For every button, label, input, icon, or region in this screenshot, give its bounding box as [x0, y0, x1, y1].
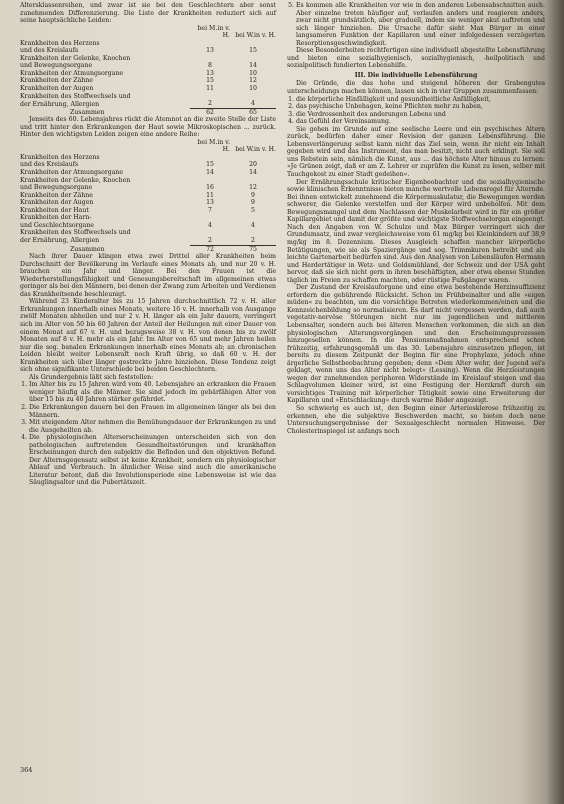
table-row: Krankheiten des Stoffwechsels und: [20, 92, 131, 100]
right-paragraph-lebenshilfe: Diese Besonderheiten rechtfertigen eine individuell abgestellte Lebensführung und bieten eine sozialhygienisch, sozialhygienisch, -heilpolitisch und sozialpolitisch fundierten Lebenshilfe.: [287, 47, 545, 70]
left-column: [20, 2, 276, 487]
table-row: und des Kreislaufs 13 15: [20, 47, 257, 55]
page-edge-shadow: [546, 0, 564, 804]
left-findings-list: [20, 381, 276, 487]
table-row: der Ernährung, Allergien 2 4: [20, 100, 255, 108]
table-diseases-under-60: [20, 25, 276, 117]
list-item: 4. das Gefühl der Vereinsamung.: [296, 118, 545, 126]
sum-men: 62: [190, 108, 230, 116]
right-findings-list-continued: [287, 2, 545, 47]
table-row: Krankheiten der Gelenke, Knochen: [20, 54, 131, 62]
left-intro: Altersklassenreihen, und zwar ist sie bei den Geschlechtern aber sonst zunehmenden Differenzierung. Die Liste der Krankheiten reduziert sich auf seine hauptsächliche Leiden:: [20, 2, 276, 25]
table-row: Krankheiten der Augen 13 9: [20, 199, 255, 207]
table-header-row: [20, 25, 276, 40]
right-paragraph-muscles: Der Ernährungsschule kritischer Eigenbeobachter und die sozialhygienische sowie klinischen Erkenntnisse bieten manche wertvolle Lebensregel für Alternde. Bei ihnen entwickelt zunehmend die Körpermuskulatur, die Bewegungen werden schwerer, die Gelenke verstelfen und der Körper wird unbeholfen. Mit dem Bewegungsmangel und dem Nachlassen der Muskelarbeit wird in für ein größer Kapillargebiet und damit der größte und wichtigste Stoffwechselorgan eingeengt. Nach den Angaben von W. Schulze und Max Bürger verringert sich der Grundumsatz, und zwar vergleichsweise vom 61 mg/kg bei Kleinkindern auf 38,9 mg/kg im 8. Dezennium. Dieses Ausgleich schaffen mancher körperliche Betätigungen, wie sie als Spaziergänge und sog. Trimmkuren betreibt und als leichte Gartenarbeit bedürfen sind. Aus den Analysen von Lebensläufen Hermann und Herdertätiger in Wetz- und Goldsmühland, der Schweiz und der USA geht hervor, daß sie sich nicht gern in ihren beschäftigten, aber etwa ebenso Stunden täglich im Freien zu schaffen machten, oder rüstige Fußgänger waren.: [287, 178, 545, 284]
list-item: 2. Die Erkrankungen dauern bei den Frauen im allgemeinen länger als bei den Männern.: [29, 404, 276, 419]
list-item: 5. Es kommen alle Krankheiten vor wie in den anderen Lebensabschnitten auch. Aber einzelne treten häufiger auf, verlaufen anders und reagieren anders, zwar nicht grundsätzlich, aber graduell, indem sie weniger akut auftreten und sich länger hinziehen. Die Ursache dafür sieht Max Bürger in einer langsameren Funktion der Kapillaren und einer infolgedessen verzögerten Resorptionsgeschwindigkeit.: [296, 2, 545, 47]
table-row: der Ernährung, Allergien 2 2: [20, 236, 255, 245]
section-heading: III. Die individuelle Lebensführung: [354, 71, 478, 79]
right-paragraph-circulation: Der Zustand der Kreislauforgane und eine etwa bestehende Herzinsuffizienz erfordern die gebührende Rücksicht. Schon im Frühbeinalter und alle »eigen müden« zu beachten, um die vorsichtige Betreten wiederkommen/einen und die Kennzeichenbildung so normalisieren. Es darf nicht vergessen werden, daß auch vegetativ-nervöse Störungen nicht nur im jugendlichen und mittleren Lebensalter, sondern auch bei älteren Menschen vorkommen, die sich an den physiologischen Alterungsvorgängen und den Erscheinungsprozessen hinzugesellen können. In die Pensionsmaßnahmen entsprechend schon frühzeitig, erfahrungsgemäß um das 30. Lebensjahre einzusetzen pflegen, ist bereits zu diesem Zeitpunkt der Beginn für eine Prophylaxe, jedoch ohne ärgerliche Selbstbeobachtung gegeben; denn »Dem Alter wehr, der Jugend sei's geklagt, wenn uns das Alter nicht belegt« (Lessing). Wenn die Herzleistungen wegen der zunehmenden peripheren Widerstände im Kreislauf steigen und das Schlagvolumen kleiner wird, ist eine Festigung der Herzkraft durch ein vorsichtiges Training mit körperlicher Tätigkeit sowie eine Erweiterung der Kapillaren und »Entschlackung« durch warme Bäder angezeigt.: [287, 284, 545, 405]
sum-women: 75: [230, 245, 276, 253]
left-paragraph-children: Während 23 Kinderalter bis zu 15 Jahren durchschnittlich 72 v. H. aller Erkrankungen innerhalb eines Monats, weitere 16 v. H. innerhalb von Ausgange zwölf Monaten abheilen und nur 2 v. H. länger als ein Jahr dauern, verringert sich im Alter von 50 bis 60 Jahren der Anteil der Heilungen mit einer Dauer von einem Monat auf 67 v. H. und bezugsweise 38 v. H. von denen bis zu zwölf Monaten auf 8 v. H. mehr als ein Jahr. Im Alter von 65 und mehr Jahren heilen nur die sog. banalen Erkrankungen innerhalb eines Monats ab; an chronischen Leiden bleibt weiter Lebensraft noch Kraft übrig, so daß 60 v. H. der Krankheiten sich über länger gestreckte Jahre hinziehen. Diese Tendenz zeigt sich ohne signifikante Unterschiede bei beiden Geschlechtern.: [20, 298, 276, 374]
table-diseases-over-60: [20, 139, 276, 253]
table-row: Krankheiten der Atmungsorgane 14 14: [20, 169, 257, 177]
right-paragraph-arteriosclerosis: So schwierig es auch ist, den Beginn einer Arteriosklerose frühzeitig zu erkennen, ehe die subjektive Beschwerden macht, so bieten doch neue Untersuchungsergebnisse der Sexualgeschlecht normalen Hinweise. Der Cholesterinspiegel ist anfangs noch: [287, 404, 545, 435]
table-row: Krankheiten der Gelenke, Knochen: [20, 176, 131, 184]
left-paragraph-duration: Nach ihrer Dauer klingen etwa zwei Drittel aller Krankheiten beim Durchschnitt der Bevölkerung im Verlaufe eines Monats ab, und nur 20 v. H. brauchen ein Jahr und länger. Bei den Frauen ist die Wiederherstellungsfähigkeit und Genesungsbereitschaft im allgemeinen etwas geringer als bei den Männern, bei denen der Zwang zum Arbeiten und Verdienen das Krankheitsende beschleunigt.: [20, 253, 276, 298]
list-item: 1. Im Alter bis zu 15 Jahren wird vom 40. Lebensjahre an erkranken die Frauen weniger häufig als die Männer. Sie sind jedoch im gebärfähigen Alter von über 15 bis zu 40 Jahren stärker gefährdet.: [29, 381, 276, 404]
table-row: Krankheiten der Atmungsorgane 13 10: [20, 69, 257, 77]
table-header-row: [20, 139, 276, 154]
table-sum-row: [20, 245, 276, 253]
table-row: und Geschlechtsorgane 4 4: [20, 221, 255, 229]
table-row: Krankheiten der Haut 7 5: [20, 206, 255, 214]
sum-women: 65: [230, 108, 276, 116]
sum-label: Zusammen: [70, 245, 105, 253]
right-reasons-list: [287, 96, 545, 126]
header-men: bei M.in v. H.: [197, 24, 230, 40]
table-row: Krankheiten der Zähne 15 12: [20, 77, 257, 85]
list-item: 2. das psychische Unbehagen, keine Pflichten mehr zu haben,: [296, 103, 545, 111]
left-paragraph-summary: Als Grundergebnis läßt sich feststellen:: [29, 373, 154, 381]
left-mid-paragraph: Jenseits des 60. Lebensjahres rückt die Atemnot an die zweite Stelle der Liste und tritt hinter den Erkrankungen der Haut sowie Mikroskopischen ... zurück. Hinter den wichtigsten Leiden zeigen eine andere Reihe:: [20, 116, 276, 139]
table-row: und des Kreislaufs 15 20: [20, 161, 257, 169]
table-row: Krankheiten des Stoffwechsels und: [20, 229, 131, 237]
sum-label: Zusammen: [70, 108, 105, 116]
table-row: Krankheiten der Harn-: [20, 214, 92, 222]
table-row: Krankheiten des Herzens: [20, 153, 100, 161]
header-women: bei W.in v. H.: [235, 32, 276, 40]
list-item: 3. Mit steigendem Alter nehmen die Bemühungsdauer der Erkrankungen zu und die Ausgeheilten ab.: [29, 419, 276, 434]
list-item: 3. die Verdrossenheit des anderungen Lebens und: [296, 111, 545, 119]
right-paragraph-psychic-aging: Sie gehen im Grunde auf eine seelische Leere und ein psychisches Altern zurück, bedürfen daher einer Revision der ganzen Lebensführung. Die Lebensverlängerung selbst kann nicht das Ziel sein, wenn ihr nicht ein Inhalt gegeben wird und das Instrument, das man besitzt, nicht auch erklingt. Sie soll uns Rebstein sein, nämlich die Kunst, aus ... das höchste Alter hinaus zu lernen: »Je Grünen zeigt, daß er am Z. Lehrer er zuprüfen die Kunst zu lesen, selber mit Tauchgekost zu einer Stadt gedeihen«.: [287, 125, 545, 179]
right-paragraph-reasons: Die Gründe, die das hohe und steigend höheren der Grabengutes unterscheidungs machen können, lassen sich in vier Gruppen zusammenfassen:: [287, 80, 545, 96]
header-women: bei W.in v. H.: [235, 146, 276, 154]
right-column: [287, 2, 545, 435]
table-row: Krankheiten der Zähne 11 9: [20, 191, 255, 199]
list-item: 4. Die physiologischen Alterserscheinungen unterscheiden sich von den pathologischen auftretenden Gesundheitsstörungen und krankhaften Erscheinungen durch den subjektiv die Befinden und den objektiven Befund. Der Alternsgegensatz selbst ist keine Krankheit, sondern ein physiologischer Ablauf und Verbrauch. In ähnlicher Weise sind auch die amerikanische Literatur betont, daß die Involutionsperiode eine Lebensweise ist wie das Säuglingsalter und die Pubertätszeit.: [29, 434, 276, 487]
sum-men: 72: [190, 245, 230, 253]
table-row: und Bewegungsorgane 16 12: [20, 184, 257, 192]
header-men: bei M.in v. H.: [197, 138, 230, 154]
table-row: Krankheiten der Augen 11 10: [20, 85, 257, 93]
table-sum-row: [20, 108, 276, 116]
list-item: 1. die körperliche Hinfälligkeit und gesundheitliche Anfälligkeit,: [296, 96, 545, 104]
table-row: Krankheiten des Herzens: [20, 39, 100, 47]
table-row: und Bewegungsorgane 8 14: [20, 62, 257, 70]
page-number: 364: [20, 766, 33, 774]
